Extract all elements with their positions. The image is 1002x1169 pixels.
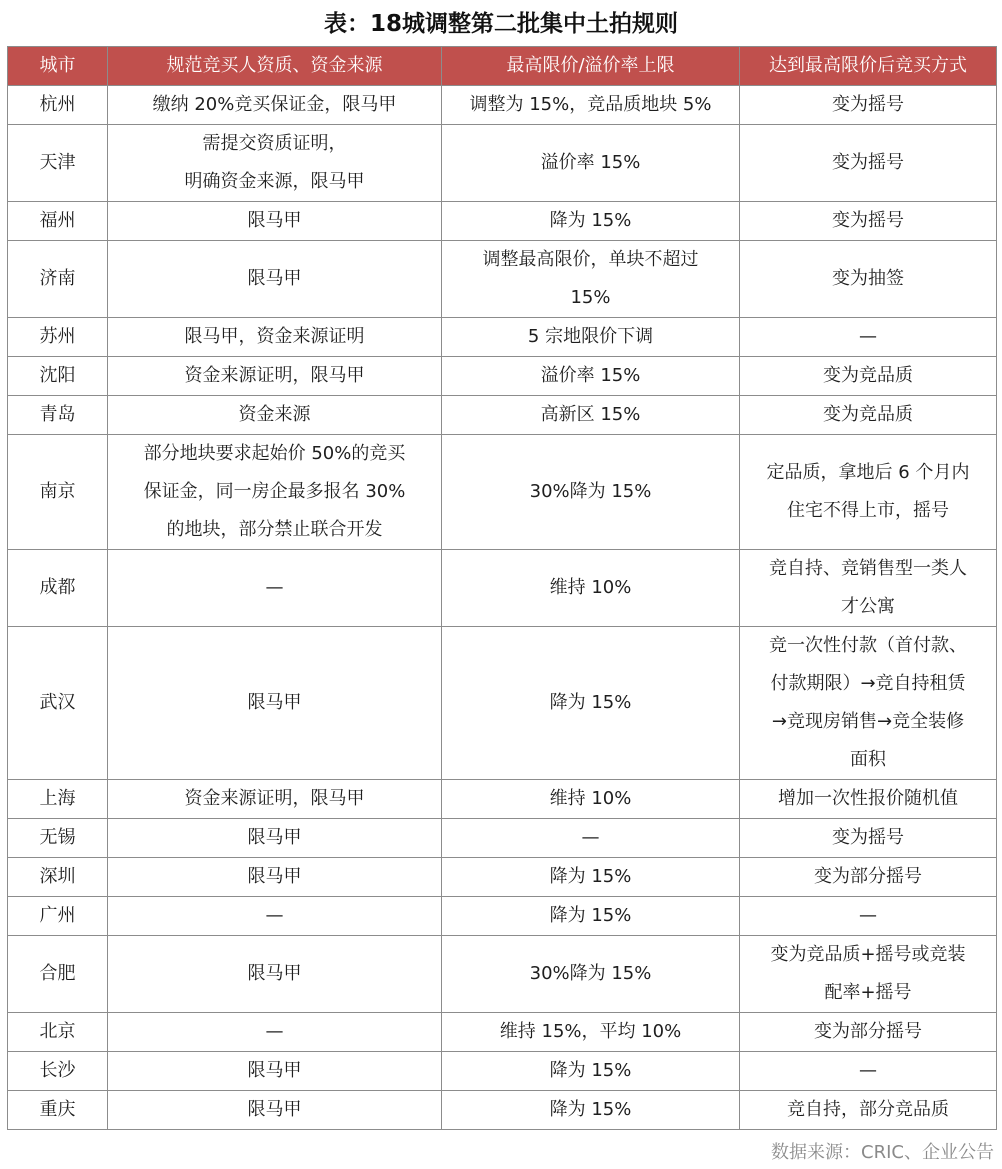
cell-line: 30%降为 15% [529,963,652,984]
cell-line: 变为摇号 [832,152,904,173]
cell-city: 深圳 [8,858,108,897]
table-row [8,858,997,897]
cell-city: 南京 [8,435,108,550]
source-note: 数据来源：CRIC、企业公告 [771,1142,994,1163]
cell-price-limit [442,780,740,819]
cell-qualification [108,627,442,780]
cell-line: 调整最高限价，单块不超过 [482,249,699,270]
cell-line: 缴纳 20%竞买保证金，限马甲 [152,94,397,115]
cell-price-limit [442,550,740,627]
table-row [8,435,997,550]
cell-line: 维持 10% [549,577,632,598]
cell-price-limit [442,1013,740,1052]
cell-line: 维持 15%，平均 10% [499,1021,682,1042]
cell-line: 的地块，部分禁止联合开发 [166,519,383,540]
cell-price-limit [442,396,740,435]
table-row [8,202,997,241]
cell-city: 天津 [8,125,108,202]
cell-city: 沈阳 [8,357,108,396]
cell-line: 面积 [850,749,886,770]
cell-qualification [108,435,442,550]
table-row [8,1013,997,1052]
cell-line: — [265,1021,284,1042]
cell-price-limit [442,435,740,550]
cell-line: 才公寓 [841,596,895,617]
cell-price-limit [442,1091,740,1130]
cell-city: 杭州 [8,86,108,125]
cell-line: 保证金，同一房企最多报名 30% [143,481,406,502]
cell-price-limit [442,897,740,936]
cell-bidding-method [740,241,997,318]
header-row [8,47,997,86]
cell-qualification [108,318,442,357]
cell-price-limit [442,202,740,241]
cell-city: 苏州 [8,318,108,357]
cell-line: 限马甲 [247,963,302,984]
rules-table [7,46,997,1130]
cell-line: 变为竞品质 [823,365,913,386]
cell-line: 5 宗地限价下调 [527,326,654,347]
cell-qualification [108,858,442,897]
cell-bidding-method [740,780,997,819]
cell-qualification [108,936,442,1013]
cell-bidding-method [740,435,997,550]
cell-price-limit [442,86,740,125]
cell-bidding-method [740,858,997,897]
cell-line: 溢价率 15% [540,365,641,386]
cell-line: 限马甲 [247,1099,302,1120]
cell-price-limit [442,318,740,357]
cell-price-limit [442,125,740,202]
cell-qualification [108,357,442,396]
cell-city: 上海 [8,780,108,819]
cell-line: 限马甲 [247,866,302,887]
cell-line: 限马甲 [247,268,302,289]
cell-bidding-method [740,1013,997,1052]
table-row [8,819,997,858]
cell-line: 降为 15% [549,1060,632,1081]
cell-line: 竞自持、竞销售型一类人 [769,558,967,579]
cell-line: 变为部分摇号 [814,866,922,887]
cell-qualification [108,819,442,858]
cell-city: 成都 [8,550,108,627]
cell-line: — [859,326,877,347]
header-price-limit: 最高限价/溢价率上限 [442,47,740,86]
cell-qualification [108,897,442,936]
cell-qualification [108,550,442,627]
cell-city: 青岛 [8,396,108,435]
table-row [8,627,997,780]
cell-line: 需提交资质证明， [202,133,347,154]
cell-line: 降为 15% [549,692,632,713]
cell-line: 调整为 15%，竞品质地块 5% [469,94,712,115]
table-row [8,125,997,202]
cell-city: 福州 [8,202,108,241]
cell-line: 变为摇号 [832,210,904,231]
table-row [8,936,997,1013]
cell-bidding-method [740,1052,997,1091]
cell-line: 变为抽签 [832,268,904,289]
cell-line: 限马甲 [247,692,302,713]
cell-bidding-method [740,936,997,1013]
cell-line: 限马甲，资金来源证明 [184,326,365,347]
table-row [8,897,997,936]
table-row [8,1052,997,1091]
cell-line: 变为部分摇号 [814,1021,922,1042]
cell-qualification [108,1091,442,1130]
cell-qualification [108,241,442,318]
cell-line: 住宅不得上市，摇号 [787,500,949,521]
cell-qualification [108,86,442,125]
cell-line: 明确资金来源，限马甲 [184,171,365,192]
cell-line: 维持 10% [549,788,632,809]
cell-city: 合肥 [8,936,108,1013]
cell-bidding-method [740,550,997,627]
cell-line: 变为摇号 [832,827,904,848]
cell-line: — [265,577,284,598]
header-bidding-method: 达到最高限价后竞买方式 [740,47,997,86]
cell-city: 无锡 [8,819,108,858]
cell-bidding-method [740,357,997,396]
cell-line: 降为 15% [549,866,632,887]
cell-bidding-method [740,86,997,125]
cell-city: 广州 [8,897,108,936]
cell-line: 增加一次性报价随机值 [778,788,958,809]
cell-bidding-method [740,396,997,435]
cell-city: 长沙 [8,1052,108,1091]
cell-line: 变为竞品质 [823,404,913,425]
cell-qualification [108,780,442,819]
cell-qualification [108,1052,442,1091]
cell-price-limit [442,936,740,1013]
cell-qualification [108,125,442,202]
cell-price-limit [442,858,740,897]
cell-price-limit [442,357,740,396]
cell-line: — [859,905,877,926]
cell-line: 30%降为 15% [529,481,652,502]
cell-qualification [108,396,442,435]
cell-line: 15% [570,287,611,308]
cell-line: 限马甲 [247,827,302,848]
cell-bidding-method [740,819,997,858]
cell-qualification [108,1013,442,1052]
cell-line: 降为 15% [549,210,632,231]
cell-line: 溢价率 15% [540,152,641,173]
table-row [8,396,997,435]
cell-line: 配率+摇号 [824,982,912,1003]
cell-line: 资金来源证明，限马甲 [184,788,365,809]
cell-line: 变为摇号 [832,94,904,115]
header-qualification: 规范竞买人资质、资金来源 [108,47,442,86]
cell-city: 北京 [8,1013,108,1052]
table-row [8,318,997,357]
cell-bidding-method [740,627,997,780]
table-row [8,1091,997,1130]
cell-bidding-method [740,897,997,936]
cell-city: 重庆 [8,1091,108,1130]
cell-line: — [581,827,600,848]
table-row [8,550,997,627]
cell-line: 付款期限）→竞自持租赁 [770,673,966,694]
cell-price-limit [442,627,740,780]
header-city: 城市 [8,47,108,86]
cell-price-limit [442,241,740,318]
cell-price-limit [442,819,740,858]
cell-line: →竞现房销售→竞全装修 [771,711,965,732]
cell-line: 限马甲 [247,1060,302,1081]
cell-line: — [859,1060,877,1081]
cell-city: 济南 [8,241,108,318]
cell-line: 竞一次性付款（首付款、 [769,635,967,656]
cell-line: — [265,905,284,926]
table-row [8,780,997,819]
cell-price-limit [442,1052,740,1091]
table-title: 表：18城调整第二批集中土拍规则 [323,11,678,37]
table-row [8,241,997,318]
cell-line: 高新区 15% [540,404,641,425]
cell-line: 部分地块要求起始价 50%的竞买 [143,443,406,464]
cell-bidding-method [740,318,997,357]
table-row [8,86,997,125]
cell-line: 定品质，拿地后 6 个月内 [766,462,970,483]
cell-city: 武汉 [8,627,108,780]
cell-line: 降为 15% [549,1099,632,1120]
cell-line: 资金来源 [238,404,311,425]
cell-line: 资金来源证明，限马甲 [184,365,365,386]
cell-line: 限马甲 [247,210,302,231]
cell-bidding-method [740,202,997,241]
table-row [8,357,997,396]
table-body [8,86,997,1130]
cell-line: 降为 15% [549,905,632,926]
cell-bidding-method [740,125,997,202]
cell-line: 变为竞品质+摇号或竞装 [770,944,966,965]
cell-bidding-method [740,1091,997,1130]
cell-line: 竞自持，部分竞品质 [787,1099,949,1120]
cell-qualification [108,202,442,241]
